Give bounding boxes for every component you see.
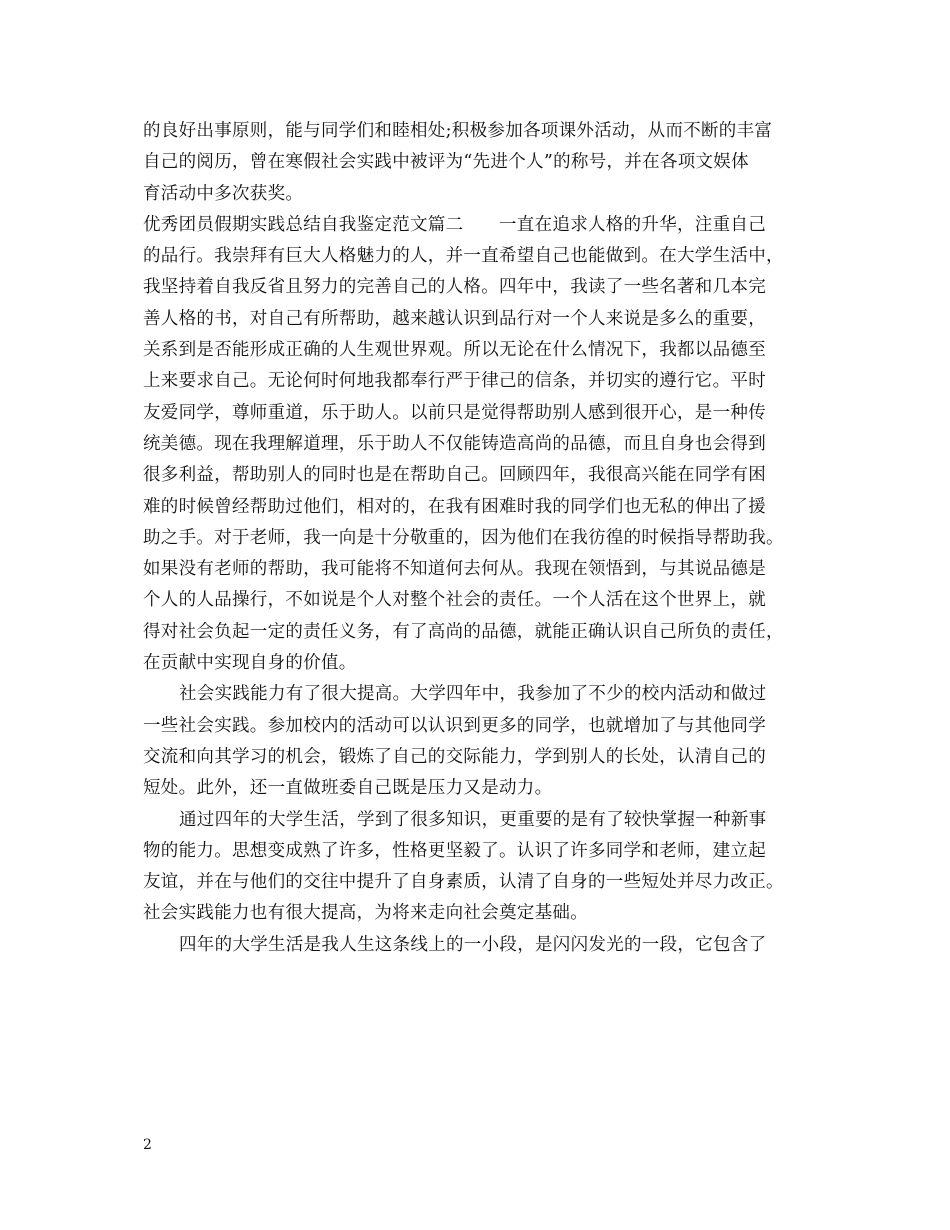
text-line: 如果没有老师的帮助，我可能将不知道何去何从。我现在领悟到，与其说品德是 <box>143 559 766 580</box>
text-line: 短处。此外，还一直做班委自己既是压力又是动力。 <box>143 778 553 799</box>
text-line: 助之手。对于老师，我一向是十分敬重的，因为他们在我彷徨的时候指导帮助我。 <box>143 527 784 548</box>
text-line: 难的时候曾经帮助过他们，相对的，在我有困难时我的同学们也无私的伸出了援 <box>143 496 766 517</box>
text-line: 育活动中多次获奖。 <box>143 183 304 204</box>
text-line: 个人的人品操行，不如说是个人对整个社会的责任。一个人活在这个世界上，就 <box>143 590 766 611</box>
text-line: 上来要求自己。无论何时何地我都奉行严于律己的信条，并切实的遵行它。平时 <box>143 371 766 392</box>
text-line: 在贡献中实现自身的价值。 <box>143 653 357 674</box>
text-line: 我坚持着自我反省且努力的完善自己的人格。四年中，我读了一些名著和几本完 <box>143 277 766 298</box>
text-line: 自己的阅历，曾在寒假社会实践中被评为“先进个人”的称号，并在各项文娱体 <box>143 152 749 173</box>
text-line: 关系到是否能形成正确的人生观世界观。所以无论在什么情况下，我都以品德至 <box>143 340 766 361</box>
text-line: 通过四年的大学生活，学到了很多知识，更重要的是有了较快掌握一种新事 <box>179 809 767 830</box>
text-line: 优秀团员假期实践总结自我鉴定范文篇二 一直在追求人格的升华，注重自己 <box>143 214 766 235</box>
text-line: 很多利益，帮助别人的同时也是在帮助自己。回顾四年，我很高兴能在同学有困 <box>143 465 766 486</box>
text-line: 交流和向其学习的机会，锻炼了自己的交际能力，学到别人的长处，认清自己的 <box>143 746 766 767</box>
text-line: 友爱同学，尊师重道，乐于助人。以前只是觉得帮助别人感到很开心，是一种传 <box>143 402 766 423</box>
text-line: 物的能力。思想变成熟了许多，性格更坚毅了。认识了许多同学和老师，建立起 <box>143 840 766 861</box>
text-line: 社会实践能力也有很大提高，为将来走向社会奠定基础。 <box>143 903 588 924</box>
text-line: 四年的大学生活是我人生这条线上的一小段，是闪闪发光的一段，它包含了 <box>179 934 767 955</box>
text-line: 统美德。现在我理解道理，乐于助人不仅能铸造高尚的品德，而且自身也会得到 <box>143 433 766 454</box>
text-line: 的品行。我崇拜有巨大人格魅力的人，并一直希望自己也能做到。在大学生活中， <box>143 246 784 267</box>
text-line: 善人格的书，对自己有所帮助，越来越认识到品行对一个人来说是多么的重要， <box>143 308 766 329</box>
text-line: 的良好出事原则，能与同学们和睦相处;积极参加各项课外活动，从而不断的丰富 <box>143 121 773 141</box>
text-line: 社会实践能力有了很大提高。大学四年中，我参加了不少的校内活动和做过 <box>179 684 767 705</box>
body-text <box>143 116 823 961</box>
page-number: 2 <box>143 1137 152 1153</box>
text-line: 得对社会负起一定的责任义务，有了高尚的品德，就能正确认识自己所负的责任， <box>143 621 784 642</box>
text-line: 一些社会实践。参加校内的活动可以认识到更多的同学，也就增加了与其他同学 <box>143 715 766 736</box>
text-line: 友谊，并在与他们的交往中提升了自身素质，认清了自身的一些短处并尽力改正。 <box>143 872 784 893</box>
